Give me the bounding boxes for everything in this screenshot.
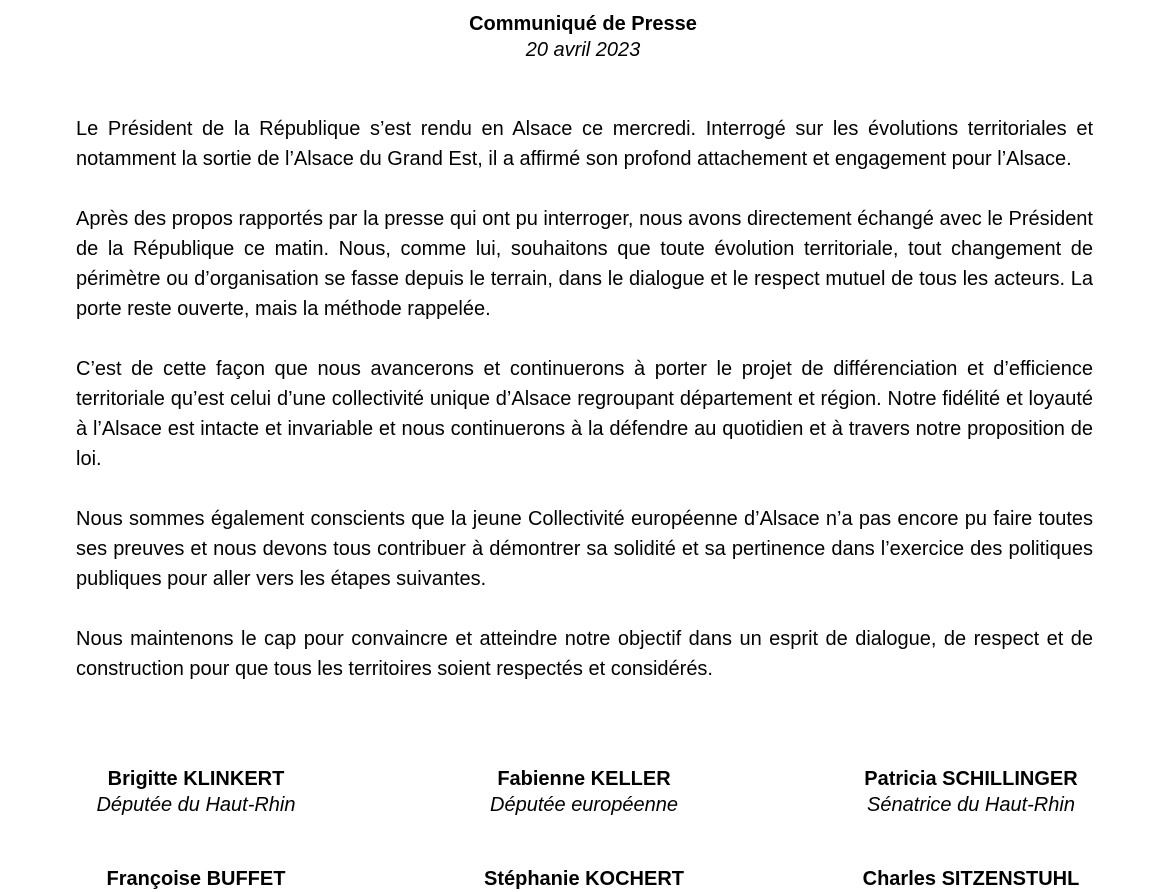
- signatory-name: Stéphanie KOCHERT: [483, 868, 685, 890]
- document-header: [0, 11, 1166, 63]
- signatory: [36, 766, 356, 818]
- paragraph: Le Président de la République s’est rendu en Alsace ce mercredi. Interrogé sur les évolutions territoriales et notamment la sortie de l’Alsace du Grand Est, il a affirmé son profond attachement et engagement pour l’Alsace.: [76, 118, 1093, 170]
- signatory-role: Députée européenne: [490, 794, 678, 816]
- signatory-name: Fabienne KELLER: [497, 768, 671, 790]
- signatory-name: Françoise BUFFET: [106, 868, 286, 890]
- signatory-role: Députée du Haut-Rhin: [96, 794, 296, 816]
- paragraph: Nous maintenons le cap pour convaincre et atteindre notre objectif dans un esprit de dialogue, de respect et de construction pour que tous les territoires soient respectés et considérés.: [76, 628, 1093, 680]
- paragraph: Nous sommes également conscients que la jeune Collectivité européenne d’Alsace n’a pas encore pu faire toutes ses preuves et nous devons tous contribuer à démontrer sa solidité et sa pertinence dans l’exercice des politiques publiques pour aller vers les étapes suivantes.: [76, 508, 1093, 590]
- signatory: [36, 866, 356, 892]
- document-title: Communiqué de Presse: [469, 13, 697, 35]
- paragraph: C’est de cette façon que nous avancerons et continuerons à porter le projet de différenciation et d’efficience territoriale qu’est celui d’une collectivité unique d’Alsace regroupant département et région. Notre fidélité et loyauté à l’Alsace est intacte et invariable et nous continuerons à la défendre au quotidien et à travers notre proposition de loi.: [76, 358, 1093, 470]
- paragraph: Après des propos rapportés par la presse qui ont pu interroger, nous avons directement échangé avec le Président de la République ce matin. Nous, comme lui, souhaitons que toute évolution territoriale, tout changement de périmètre ou d’organisation se fasse depuis le terrain, dans le dialogue et le respect mutuel de tous les acteurs. La porte reste ouverte, mais la méthode rappelée.: [76, 208, 1093, 320]
- document-date: 20 avril 2023: [525, 39, 641, 61]
- signatory: [811, 766, 1131, 818]
- signatory-name: Brigitte KLINKERT: [107, 768, 285, 790]
- document-body: [76, 114, 1093, 714]
- signatory: [424, 866, 744, 892]
- signatory-name: Charles SITZENSTUHL: [862, 868, 1080, 890]
- signatory-role: Sénatrice du Haut-Rhin: [867, 794, 1075, 816]
- signatory: [424, 766, 744, 818]
- signatory: [811, 866, 1131, 892]
- signatory-name: Patricia SCHILLINGER: [864, 768, 1078, 790]
